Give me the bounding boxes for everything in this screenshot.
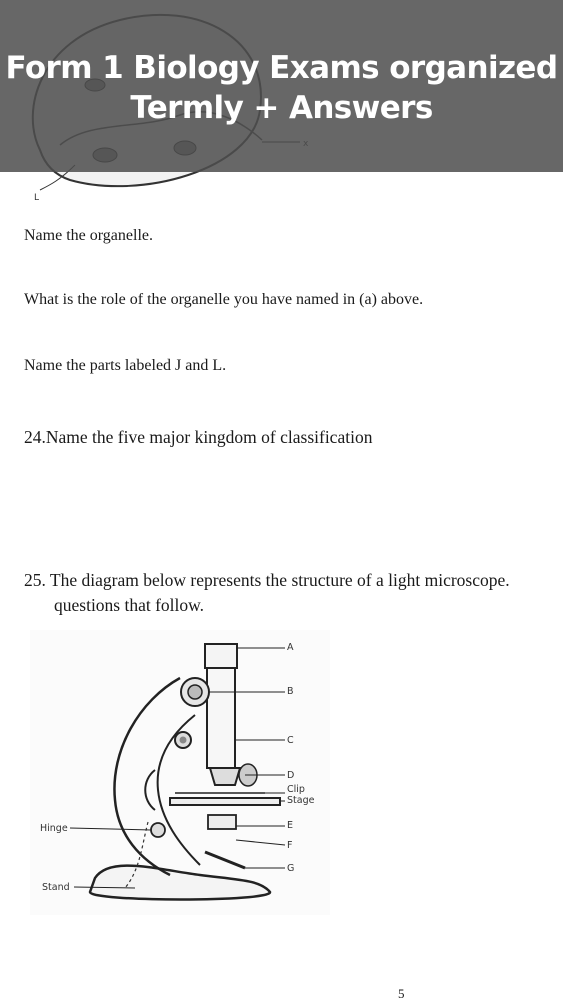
label-f: F [287, 840, 293, 851]
label-stage: Stage [287, 795, 315, 806]
question-a: Name the organelle. [24, 227, 153, 244]
question-b: What is the role of the organelle you have named in (a) above. [24, 291, 424, 308]
microscope-diagram [30, 630, 330, 915]
page-number: 5 [398, 986, 405, 1001]
label-a: A [287, 642, 294, 653]
label-b: B [287, 686, 294, 697]
banner-title-line1: Form 1 Biology Exams organized [5, 50, 558, 86]
title-banner [0, 0, 563, 172]
question-25-continued: questions that follow. [54, 595, 205, 615]
question-25: 25. The diagram below represents the structure of a light microscope. [24, 570, 510, 590]
label-stand: Stand [42, 882, 70, 893]
label-g: G [287, 863, 295, 874]
banner-title-line2: Termly + Answers [130, 90, 433, 126]
cell-label-l: L [34, 193, 40, 203]
label-d: D [287, 770, 295, 781]
label-clip: Clip [287, 784, 305, 795]
label-hinge: Hinge [40, 823, 68, 834]
label-c: C [287, 735, 294, 746]
question-c: Name the parts labeled J and L. [24, 357, 227, 374]
label-e: E [287, 820, 294, 831]
question-24: 24.Name the five major kingdom of classification [24, 427, 373, 447]
